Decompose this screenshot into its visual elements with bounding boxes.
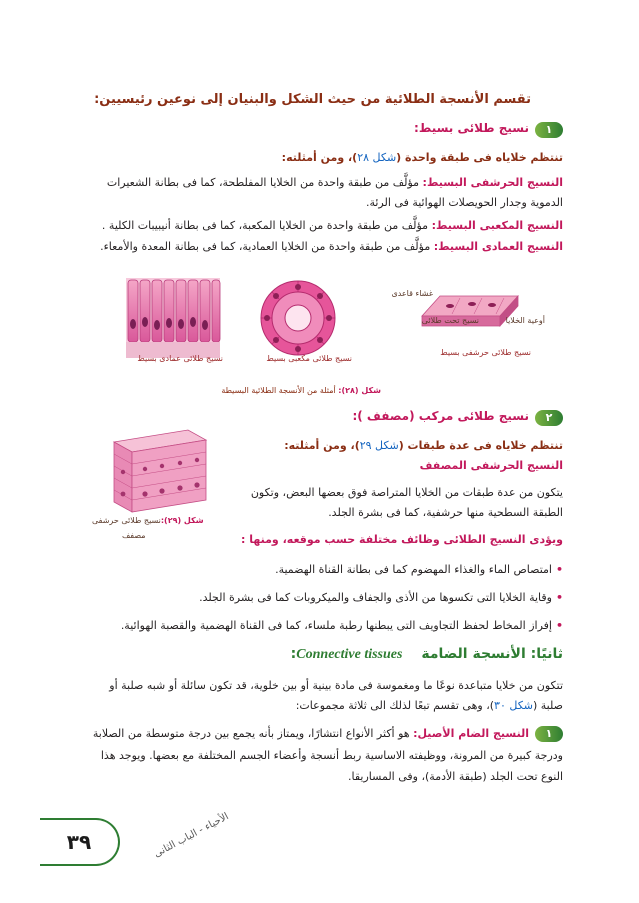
function-item-1: [275, 560, 563, 579]
fig-29-caption-2: مصفف: [122, 531, 146, 540]
connective-title-colon: :: [290, 646, 297, 662]
ct-1-line-3: النوع تحت الجلد (طبقة الأدمة)، وفى المساريقا.: [348, 770, 563, 783]
section-2-intro: [284, 436, 563, 455]
fig-29-number: شكل (٢٩):: [160, 516, 204, 525]
section-2-title: نسيج طلائى مركب (مصفف ):: [352, 409, 529, 423]
section-1-intro: [282, 148, 563, 167]
stratified-epithelium-image: [110, 424, 210, 516]
connective-text-2a: صلبة (: [533, 699, 563, 712]
section-2-badge: ٢: [535, 410, 563, 426]
ct-1-line-2: ودرجة كبيرة من المرونة، ووظيفته الاساسية ربط أنسجة وأعضاء الجسم المختلفة مع بعضها. ويوجد هذا: [100, 749, 563, 762]
fig-29-ref: شكل ٢٩: [359, 439, 399, 452]
bullet-icon: •: [555, 563, 563, 576]
stratified-subtitle: النسيج الحرشفى المصفف: [419, 459, 563, 472]
ct-1-text-1: هو أكثر الأنواع انتشارًا، ويمتاز بأنه يجمع بين درجة متوسطة من الصلابة: [92, 727, 414, 740]
fig-28-caption: [221, 386, 381, 395]
fig-28-ref: شكل ٢٨: [357, 151, 397, 164]
bullet-icon: •: [555, 619, 563, 632]
intro2-text-a: تنتظم خلاياه فى عدة طبقات (: [398, 439, 563, 452]
chapter-footer: الأحياء - الباب الثانى: [152, 811, 231, 860]
cuboidal-epithelium-image: [258, 278, 338, 358]
connective-text-2: [296, 696, 563, 715]
function-item-3: [121, 616, 563, 635]
fig-28-number: شكل (٢٨):: [338, 386, 381, 395]
caption-cuboidal: نسيج طلائى مكعبى بسيط: [266, 354, 352, 363]
connective-title-en: Connective tissues: [296, 647, 403, 662]
caption-columnar: نسيج طلائى عمادى بسيط: [137, 354, 223, 363]
connective-text-1: تتكون من خلايا متباعدة نوعًا ما ومغموسة فى مادة بينية أو بين خلوية، قد تكون سائلة أو شبه صلبة أو: [109, 679, 563, 692]
main-heading: تقسم الأنسجة الطلائية من حيث الشكل والبنيان إلى نوعين رئيسيين:: [94, 92, 531, 107]
cuboidal-text: مؤلَّف من طبقة واحدة من الخلايا المكعبة، كما فى بطانة أنيبيبات الكلية .: [101, 219, 432, 232]
fig-29-caption-1: نسيج طلائى حرشفى: [92, 516, 161, 525]
functions-title: ويؤدى النسيج الطلائى وظائف مختلفة حسب موقعه، ومنها :: [241, 533, 563, 546]
squamous-text-1: مؤلَّف من طبقة واحدة من الخلايا المفلطحة، كما فى بطانة الشعيرات: [106, 176, 423, 189]
connective-title-ar: ثانيًا: الأنسجة الضامة: [421, 646, 563, 662]
intro-text-a: تنتظم خلاياه فى طبقة واحدة (: [396, 151, 563, 164]
label-cell-vessels: أوعية الخلايا: [505, 316, 545, 325]
page-number: ٣٩: [40, 818, 120, 866]
section-1-title: نسيج طلائى بسيط:: [414, 121, 529, 135]
fig-30-ref: شكل ٣٠: [494, 699, 533, 712]
function-text-1: امتصاص الماء والغذاء المهضوم كما فى بطانة القناة الهضمية.: [275, 563, 552, 576]
columnar-label: النسيج العمادى البسيط:: [433, 240, 563, 253]
squamous-label: النسيج الحرشفى البسيط:: [422, 176, 563, 189]
cuboidal-line: [102, 216, 563, 235]
columnar-line: [100, 237, 563, 256]
columnar-text: مؤلَّف من طبقة واحدة من الخلايا العمادية، كما فى بطانة المعدة والأمعاء.: [100, 240, 434, 253]
columnar-epithelium-image: [120, 272, 230, 362]
label-basement-membrane: غشاء قاعدى: [391, 289, 433, 298]
bullet-icon: •: [555, 591, 563, 604]
fig-28-caption-text: أمثلة من الأنسجة الطلائية البسيطة: [221, 386, 339, 395]
function-text-3: إفراز المخاط لحفظ التجاويف التى يبطنها رطبة ملساء، كما فى القناة الهضمية والقصبة الهوائية.: [120, 619, 552, 632]
section-1-badge: ١: [535, 122, 563, 138]
function-item-2: [199, 588, 563, 607]
function-text-2: وقاية الخلايا التى تكسوها من الأذى والجفاف والميكروبات كما فى بشرة الجلد.: [199, 591, 552, 604]
label-subepithelial: نسيج تحت طلائى: [421, 316, 479, 325]
intro-text-b: )، ومن أمثلته:: [281, 151, 358, 164]
ct-1-label: النسيج الضام الأصيل:: [413, 727, 529, 740]
stratified-text-1: يتكون من عدة طبقات من الخلايا المتراصة فوق بعضها البعض، وتكون: [250, 486, 563, 499]
fig-29-caption-line-1: [92, 516, 204, 525]
connective-text-2b: )، وهى تقسم تبعًا لذلك الى ثلاثة مجموعات:: [295, 699, 495, 712]
cuboidal-label: النسيج المكعبى البسيط:: [431, 219, 563, 232]
connective-heading: [291, 646, 563, 663]
stratified-text-2: الطبقة السطحية منها حرشفية، كما فى بشرة الجلد.: [328, 506, 563, 519]
ct-1-line-1: [93, 724, 529, 743]
squamous-line-2: الدموية وجدار الحويصلات الهوائية فى الرئة.: [365, 196, 563, 209]
ct-1-badge: ١: [535, 726, 563, 742]
intro2-text-b: )، ومن أمثلته:: [284, 439, 360, 452]
squamous-line-1: [107, 173, 563, 192]
caption-squamous: نسيج طلائى حرشفى بسيط: [440, 348, 531, 357]
